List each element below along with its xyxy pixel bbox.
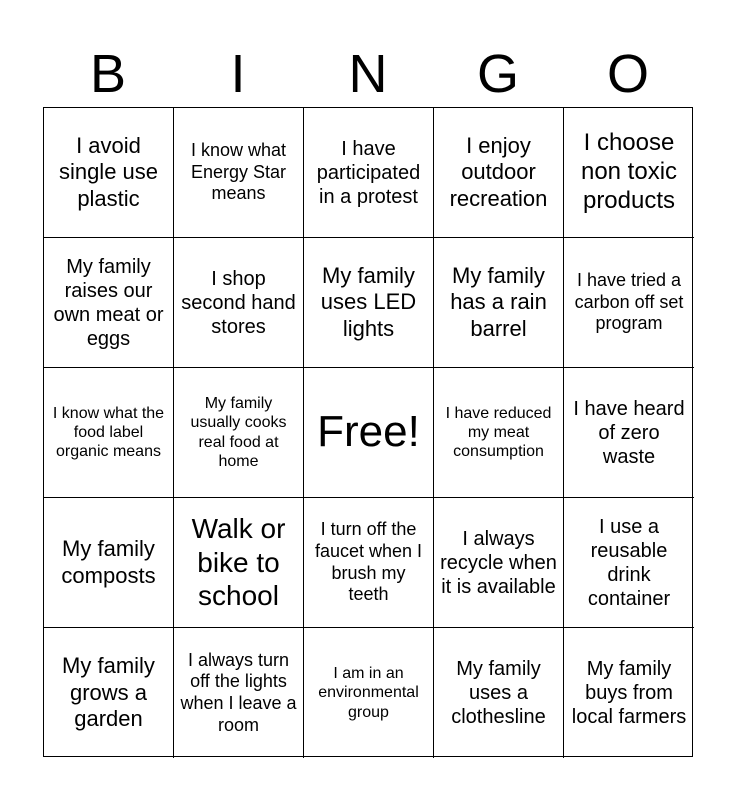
bingo-board	[43, 107, 693, 757]
bingo-cell[interactable]: I know what the food label organic means	[44, 368, 174, 498]
bingo-cell[interactable]: My family raises our own meat or eggs	[44, 238, 174, 368]
bingo-cell[interactable]: I have heard of zero waste	[564, 368, 694, 498]
bingo-cell[interactable]: My family composts	[44, 498, 174, 628]
bingo-cell[interactable]: I avoid single use plastic	[44, 108, 174, 238]
header-letter-o: O	[606, 44, 649, 104]
bingo-cell[interactable]: My family buys from local farmers	[571, 658, 687, 728]
bingo-cell[interactable]: I shop second hand stores	[174, 238, 304, 368]
bingo-cell[interactable]: My family grows a garden	[44, 628, 174, 758]
bingo-header	[43, 40, 693, 108]
bingo-cell[interactable]: I have tried a carbon off set program	[564, 238, 694, 368]
bingo-cell[interactable]: I know what Energy Star means	[174, 108, 304, 238]
bingo-cell[interactable]: I am in an environmental group	[304, 628, 434, 758]
bingo-cell[interactable]: I have participated in a protest	[304, 108, 434, 238]
bingo-cell[interactable]: My family usually cooks real food at home	[174, 368, 304, 498]
bingo-cell[interactable]: Walk or bike to school	[174, 498, 304, 628]
bingo-cell[interactable]: My family uses LED lights	[304, 238, 434, 368]
bingo-cell[interactable]: I always recycle when it is available	[434, 498, 564, 628]
bingo-cell[interactable]: My family has a rain barrel	[434, 238, 564, 368]
header-letter-n: N	[348, 44, 388, 104]
bingo-cell[interactable]: I enjoy outdoor recreation	[434, 108, 564, 238]
free-space-cell[interactable]: Free!	[304, 368, 434, 498]
bingo-cell[interactable]: My family uses a clothesline	[434, 628, 564, 758]
header-letter-i: I	[230, 44, 246, 104]
bingo-cell[interactable]: I always turn off the lights when I leave a room	[174, 628, 304, 758]
bingo-cell[interactable]: I have reduced my meat consumption	[434, 368, 564, 498]
header-letter-b: B	[89, 44, 127, 104]
header-letter-g: G	[476, 44, 519, 104]
bingo-cell[interactable]: I use a reusable drink container	[564, 498, 694, 628]
bingo-cell[interactable]: I choose non toxic products	[564, 108, 694, 238]
bingo-cell[interactable]: I turn off the faucet when I brush my teeth	[304, 498, 434, 628]
